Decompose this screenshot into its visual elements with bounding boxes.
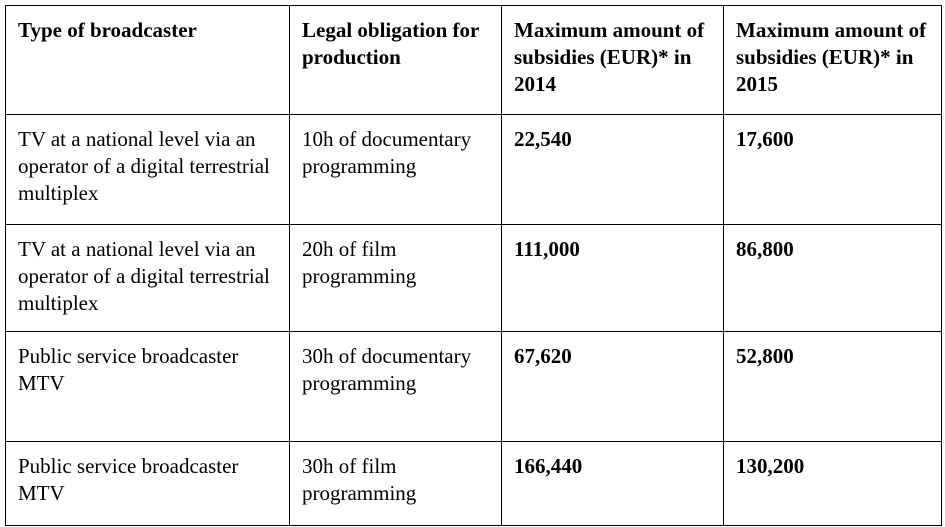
header-type-of-broadcaster: Type of broadcaster bbox=[6, 6, 290, 115]
table-header-row bbox=[6, 6, 942, 115]
cell-broadcaster-type: TV at a national level via an operator of a digital terrestrial multiplex bbox=[6, 115, 290, 225]
cell-subsidy-2015: 130,200 bbox=[724, 442, 942, 526]
cell-subsidy-2015: 17,600 bbox=[724, 115, 942, 225]
subsidies-table bbox=[5, 5, 942, 526]
table-row bbox=[6, 225, 942, 332]
cell-legal-obligation: 20h of film programming bbox=[290, 225, 502, 332]
cell-subsidy-2014: 22,540 bbox=[502, 115, 724, 225]
cell-broadcaster-type: Public service broadcaster MTV bbox=[6, 442, 290, 526]
cell-subsidy-2014: 111,000 bbox=[502, 225, 724, 332]
header-legal-obligation: Legal obligation for production bbox=[290, 6, 502, 115]
table-row bbox=[6, 442, 942, 526]
cell-legal-obligation: 30h of film programming bbox=[290, 442, 502, 526]
cell-subsidy-2014: 166,440 bbox=[502, 442, 724, 526]
header-subsidies-2015: Maximum amount of subsidies (EUR)* in 2015 bbox=[724, 6, 942, 115]
table-row bbox=[6, 115, 942, 225]
cell-subsidy-2015: 86,800 bbox=[724, 225, 942, 332]
cell-broadcaster-type: Public service broadcaster MTV bbox=[6, 332, 290, 442]
cell-legal-obligation: 30h of documentary programming bbox=[290, 332, 502, 442]
cell-subsidy-2014: 67,620 bbox=[502, 332, 724, 442]
cell-legal-obligation: 10h of documentary programming bbox=[290, 115, 502, 225]
cell-broadcaster-type: TV at a national level via an operator of a digital terrestrial multiplex bbox=[6, 225, 290, 332]
table-row bbox=[6, 332, 942, 442]
header-subsidies-2014: Maximum amount of subsidies (EUR)* in 2014 bbox=[502, 6, 724, 115]
cell-subsidy-2015: 52,800 bbox=[724, 332, 942, 442]
